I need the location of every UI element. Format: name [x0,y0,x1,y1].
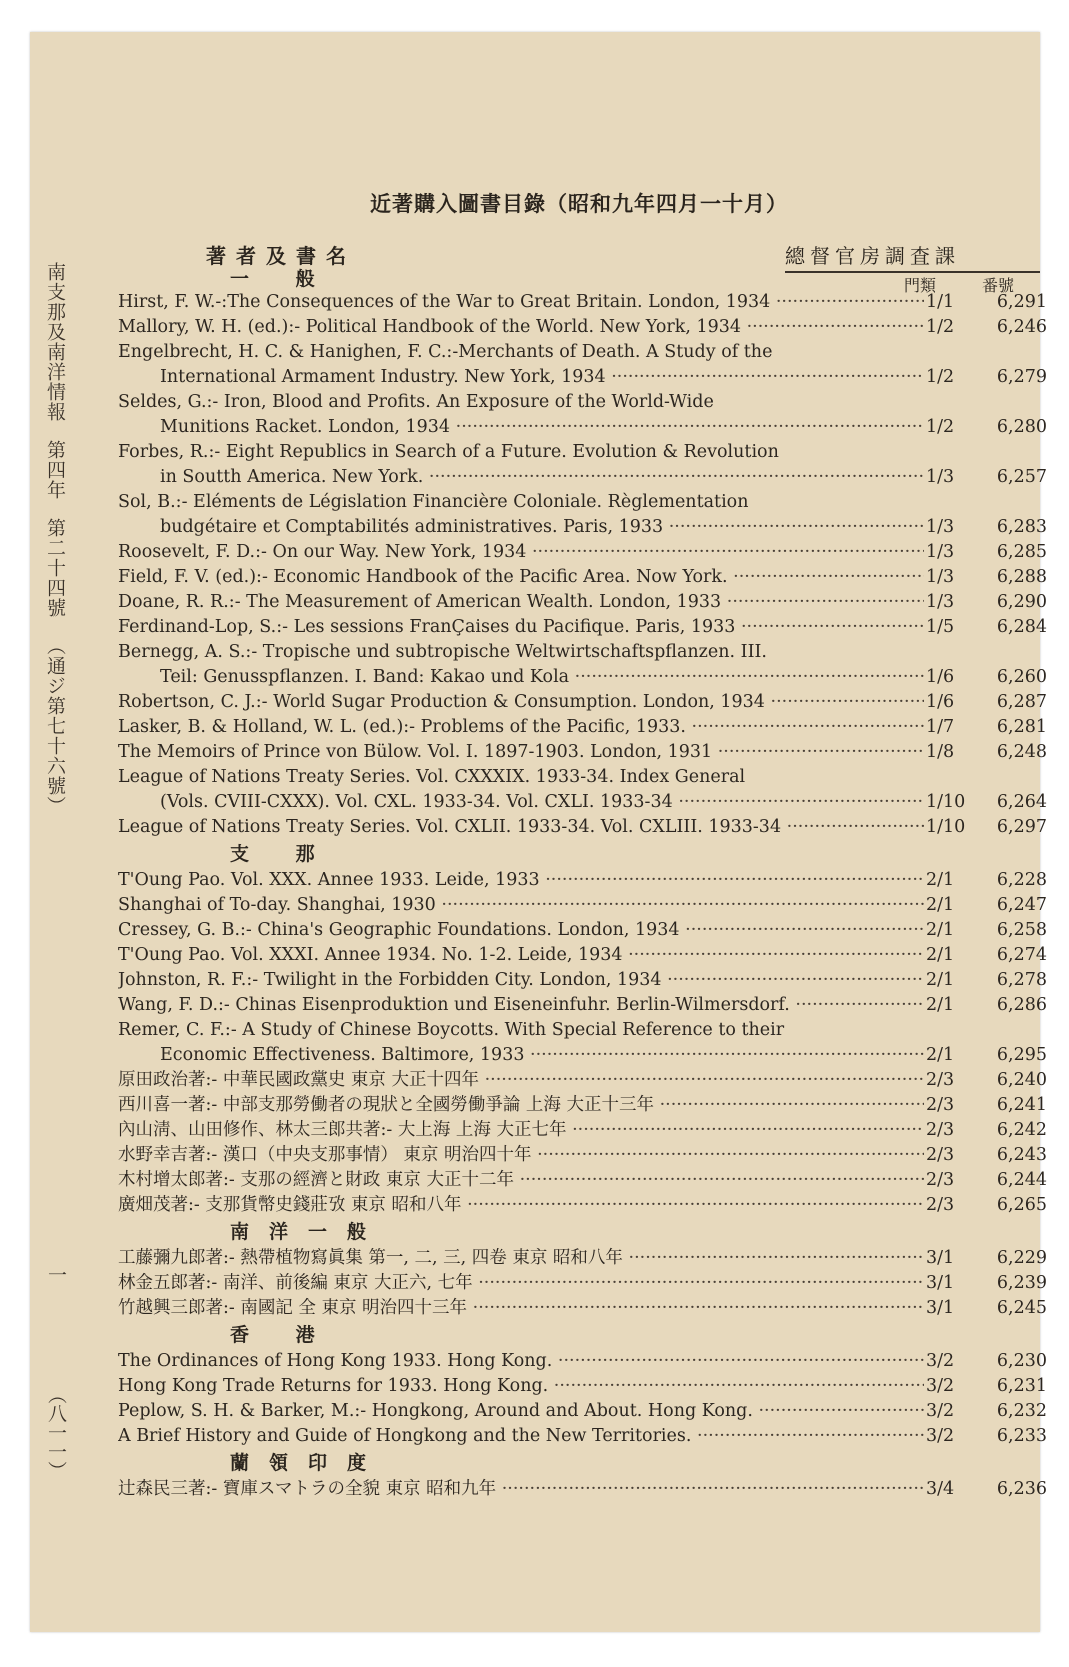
entry-number: 6,265 [996,1195,1047,1215]
catalog-entry [0,340,1069,390]
entry-number: 6,295 [996,1045,1047,1065]
entry-text: budgétaire et Comptabilités administratives. Paris, 1933 ····· [160,515,924,540]
entry-line [0,440,1069,465]
entry-number: 6,283 [996,517,1047,537]
catalog-entry [0,315,1069,340]
entry-number: 6,257 [996,467,1047,487]
entry-category: 2/3 [926,1120,955,1140]
entry-category: 1/2 [926,367,955,387]
entry-number: 6,233 [996,1426,1047,1446]
entry-line [0,690,1069,715]
entry-text: Johnston, R. F.:- Twilight in the Forbidden City. London, 1934 ····· [118,968,924,993]
catalog-entry [0,640,1069,690]
entry-line [0,1424,1069,1449]
entry-number: 6,284 [996,617,1047,637]
entry-line [0,1399,1069,1424]
catalog-entry [0,615,1069,640]
entry-number: 6,288 [996,567,1047,587]
entry-line [0,868,1069,893]
entry-category: 3/1 [926,1273,955,1293]
entry-category: 1/3 [926,467,955,487]
entry-line [0,465,1069,490]
entry-line [0,968,1069,993]
entry-category: 1/10 [926,817,966,837]
entry-category: 1/3 [926,517,955,537]
catalog-entry [0,290,1069,315]
entry-line [0,1018,1069,1043]
entry-line [0,815,1069,840]
entry-text: The Ordinances of Hong Kong 1933. Hong Kong. ····· [118,1349,924,1374]
entry-number: 6,239 [996,1273,1047,1293]
entry-number: 6,240 [996,1070,1047,1090]
section-heading: 香 港 [230,1324,335,1346]
entry-text: Field, F. V. (ed.):- Economic Handbook of the Pacific Area. Now York. ····· [118,565,924,590]
catalog-entry [0,690,1069,715]
catalog-entry [0,1477,1069,1502]
entry-text: A Brief History and Guide of Hongkong and the New Territories. ····· [118,1424,924,1449]
entry-text: Bernegg, A. S.:- Tropische und subtropische Weltwirtschaftspflanzen. III. [118,642,767,662]
entry-text: (Vols. CVIII-CXXX). Vol. CXL. 1933-34. Vol. CXLI. 1933-34 ····· [160,790,924,815]
catalog-entry [0,1168,1069,1193]
catalog-entry [0,1193,1069,1218]
entry-line [0,1246,1069,1271]
entry-category: 2/1 [926,920,955,940]
catalog-entry [0,490,1069,540]
entry-category: 3/2 [926,1426,955,1446]
entry-text: Shanghai of To-day. Shanghai, 1930 ····· [118,893,924,918]
entry-number: 6,248 [996,742,1047,762]
entry-category: 2/3 [926,1195,955,1215]
page-title: 近著購入圖書目錄（昭和九年四月一十月） [370,191,788,216]
entry-text: Cressey, G. B.:- China's Geographic Foundations. London, 1934 ····· [118,918,924,943]
entry-category: 1/2 [926,417,955,437]
entry-line [0,1068,1069,1093]
entry-line [0,918,1069,943]
entry-line [0,615,1069,640]
entry-number: 6,287 [996,692,1047,712]
catalog-entry [0,1118,1069,1143]
entry-number: 6,264 [996,792,1047,812]
entry-line [0,1296,1069,1321]
entry-category: 2/3 [926,1095,955,1115]
entry-category: 2/3 [926,1070,955,1090]
section-heading: 蘭領印度 [230,1452,387,1474]
entry-line [0,765,1069,790]
entry-line [0,1193,1069,1218]
catalog-entry [0,765,1069,815]
catalog-entry [0,590,1069,615]
entry-number: 6,231 [996,1376,1047,1396]
catalog-entry [0,1296,1069,1321]
entry-line [0,1168,1069,1193]
entry-text: 木村增太郎著:- 支那の經濟と財政 東京 大正十二年 ····· [118,1168,924,1193]
entry-line [0,1043,1069,1068]
entry-category: 3/1 [926,1248,955,1268]
entry-line [0,943,1069,968]
catalog-entry [0,893,1069,918]
catalog-entry [0,815,1069,840]
entry-line [0,340,1069,365]
entry-category: 2/1 [926,995,955,1015]
entry-category: 1/10 [926,792,966,812]
entry-line [0,515,1069,540]
entry-category: 1/6 [926,667,955,687]
entry-line [0,1271,1069,1296]
entry-number: 6,278 [996,970,1047,990]
entry-number: 6,242 [996,1120,1047,1140]
entry-text: Robertson, C. J.:- World Sugar Production & Consumption. London, 1934 ····· [118,690,924,715]
entry-number: 6,297 [996,817,1047,837]
entry-line [0,1374,1069,1399]
entry-line [0,315,1069,340]
entry-category: 1/7 [926,717,955,737]
entry-category: 1/3 [926,542,955,562]
entry-number: 6,229 [996,1248,1047,1268]
catalog-entry [0,715,1069,740]
entry-text: 竹越興三郎著:- 南國記 全 東京 明治四十三年 ····· [118,1296,924,1321]
section-heading: 一 般 [230,268,335,290]
entry-category: 2/3 [926,1170,955,1190]
journal-total-issue: （通ジ第七十六號） [44,636,66,816]
entry-text: Lasker, B. & Holland, W. L. (ed.):- Problems of the Pacific, 1933. ····· [118,715,924,740]
entry-category: 1/1 [926,292,955,312]
entry-number: 6,280 [996,417,1047,437]
entry-text: Hirst, F. W.-:The Consequences of the War to Great Britain. London, 1934 ····· [118,290,924,315]
catalog-entry [0,868,1069,893]
entry-text: Forbes, R.:- Eight Republics in Search of a Future. Evolution & Revolution [118,442,779,462]
entry-text: in Soutth America. New York. ····· [160,465,924,490]
entry-line [0,993,1069,1018]
folio-number: （八一一） [45,1385,67,1480]
entry-line [0,1349,1069,1374]
entry-text: The Memoirs of Prince von Bülow. Vol. I. 1897-1903. London, 1931 ····· [118,740,924,765]
entry-line [0,893,1069,918]
entry-number: 6,246 [996,317,1047,337]
catalog-entry [0,1246,1069,1271]
entry-text: Ferdinand-Lop, S.:- Les sessions FranÇaises du Pacifique. Paris, 1933 ····· [118,615,924,640]
entry-text: Doane, R. R.:- The Measurement of American Wealth. London, 1933 ····· [118,590,924,615]
issuing-office: 總督官房調査課 [785,240,1040,273]
entry-line [0,565,1069,590]
entry-line [0,665,1069,690]
entry-number: 6,245 [996,1298,1047,1318]
entry-line [0,640,1069,665]
entry-category: 1/5 [926,617,955,637]
entry-number: 6,260 [996,667,1047,687]
entry-text: T'Oung Pao. Vol. XXX. Annee 1933. Leide, 1933 ····· [118,868,924,893]
catalog-entry [0,918,1069,943]
entry-category: 3/4 [926,1479,955,1499]
entry-number: 6,258 [996,920,1047,940]
entry-line [0,365,1069,390]
entry-category: 2/1 [926,870,955,890]
catalog-entry [0,1093,1069,1118]
entry-text: 原田政治著:- 中華民國政黨史 東京 大正十四年 ····· [118,1068,924,1093]
entry-number: 6,243 [996,1145,1047,1165]
entry-text: T'Oung Pao. Vol. XXXI. Annee 1934. No. 1-2. Leide, 1934 ····· [118,943,924,968]
catalog-entry [0,1271,1069,1296]
entry-category: 1/8 [926,742,955,762]
column-header-category: 門類 [904,276,937,295]
entry-line [0,790,1069,815]
entry-number: 6,236 [996,1479,1047,1499]
entry-text: 廣畑茂著:- 支那貨幣史錢莊攷 東京 昭和八年 ····· [118,1193,924,1218]
entry-number: 6,230 [996,1351,1047,1371]
entry-line [0,1143,1069,1168]
entry-text: 西川喜一著:- 中部支那勞働者の現狀と全國勞働爭論 上海 大正十三年 ····· [118,1093,924,1118]
entry-text: Teil: Genusspflanzen. I. Band: Kakao und Kola ····· [160,665,924,690]
entry-category: 1/3 [926,592,955,612]
catalog-entry [0,1143,1069,1168]
entry-line [0,1477,1069,1502]
entry-text: Engelbrecht, H. C. & Hanighen, F. C.:-Merchants of Death. A Study of the [118,342,773,362]
entry-number: 6,241 [996,1095,1047,1115]
entry-text: 水野幸吉著:- 漢口（中央支那事情） 東京 明治四十年 ····· [118,1143,924,1168]
entry-number: 6,232 [996,1401,1047,1421]
entry-text: 工藤彌九郎著:- 熱帶植物寫眞集 第一, 二, 三, 四卷 東京 昭和八年 ····· [118,1246,924,1271]
entry-category: 2/3 [926,1145,955,1165]
catalog-entry [0,1374,1069,1399]
catalog-entry [0,968,1069,993]
entry-text: Munitions Racket. London, 1934 ····· [160,415,924,440]
entry-category: 3/2 [926,1401,955,1421]
column-header-author-title: 著者及書名 [206,244,356,268]
entry-category: 2/1 [926,970,955,990]
catalog-entry [0,1068,1069,1093]
entry-text: Sol, B.:- Eléments de Législation Financière Coloniale. Règlementation [118,492,749,512]
entry-line [0,490,1069,515]
entry-text: 辻森民三著:- 寶庫スマトラの全貌 東京 昭和九年 ····· [118,1477,924,1502]
entry-category: 1/6 [926,692,955,712]
entry-number: 6,279 [996,367,1047,387]
entry-line [0,290,1069,315]
entry-category: 2/1 [926,1045,955,1065]
entry-text: Economic Effectiveness. Baltimore, 1933 ····· [160,1043,924,1068]
entry-category: 2/1 [926,945,955,965]
entry-line [0,390,1069,415]
catalog-entry [0,1399,1069,1424]
entry-text: International Armament Industry. New York, 1934 ····· [160,365,924,390]
journal-title: 南支那及南洋情報 [44,262,66,422]
catalog-entry [0,1349,1069,1374]
entry-category: 2/1 [926,895,955,915]
entry-number: 6,285 [996,542,1047,562]
entry-line [0,540,1069,565]
column-header-number: 番號 [982,276,1015,295]
catalog-entry [0,540,1069,565]
entry-text: Remer, C. F.:- A Study of Chinese Boycotts. With Special Reference to their [118,1020,785,1040]
catalog-entry [0,440,1069,490]
catalog-entry [0,390,1069,440]
entry-category: 3/2 [926,1351,955,1371]
entry-category: 1/3 [926,567,955,587]
entry-text: Seldes, G.:- Iron, Blood and Profits. An Exposure of the World-Wide [118,392,714,412]
entry-line [0,1118,1069,1143]
entry-category: 1/2 [926,317,955,337]
entry-number: 6,281 [996,717,1047,737]
entry-text: Mallory, W. H. (ed.):- Political Handbook of the World. New York, 1934 ····· [118,315,924,340]
entry-number: 6,290 [996,592,1047,612]
entry-number: 6,228 [996,870,1047,890]
catalog-entry [0,1018,1069,1068]
entry-line [0,1093,1069,1118]
section-heading: 南洋一般 [230,1221,387,1243]
entry-text: Hong Kong Trade Returns for 1933. Hong Kong. ····· [118,1374,924,1399]
entry-number: 6,247 [996,895,1047,915]
catalog-entry [0,1424,1069,1449]
entry-line [0,740,1069,765]
entry-category: 3/2 [926,1376,955,1396]
entry-number: 6,286 [996,995,1047,1015]
entry-text: 內山淸、山田修作、林太三郎共著:- 大上海 上海 大正七年 ····· [118,1118,924,1143]
section-heading: 支 那 [230,843,335,865]
journal-issue: 第二十四號 [44,518,66,618]
catalog-entry [0,993,1069,1018]
entry-line [0,590,1069,615]
entry-text: Roosevelt, F. D.:- On our Way. New York, 1934 ····· [118,540,924,565]
entry-text: 林金五郎著:- 南洋、前後編 東京 大正六, 七年 ····· [118,1271,924,1296]
entry-number: 6,274 [996,945,1047,965]
entry-text: Wang, F. D.:- Chinas Eisenproduktion und Eiseneinfuhr. Berlin-Wilmersdorf. ····· [118,993,924,1018]
entry-text: Peplow, S. H. & Barker, M.:- Hongkong, Around and About. Hong Kong. ····· [118,1399,924,1424]
catalog-entry [0,740,1069,765]
entry-line [0,715,1069,740]
entry-text: League of Nations Treaty Series. Vol. CXXXIX. 1933-34. Index General [118,767,746,787]
page-number: 一 [45,1265,67,1284]
journal-year: 第四年 [44,440,66,500]
catalog-entry [0,943,1069,968]
entry-number: 6,291 [996,292,1047,312]
entry-category: 3/1 [926,1298,955,1318]
entry-number: 6,244 [996,1170,1047,1190]
entry-text: League of Nations Treaty Series. Vol. CXLII. 1933-34. Vol. CXLIII. 1933-34 ····· [118,815,924,840]
catalog-entry [0,565,1069,590]
entry-line [0,415,1069,440]
